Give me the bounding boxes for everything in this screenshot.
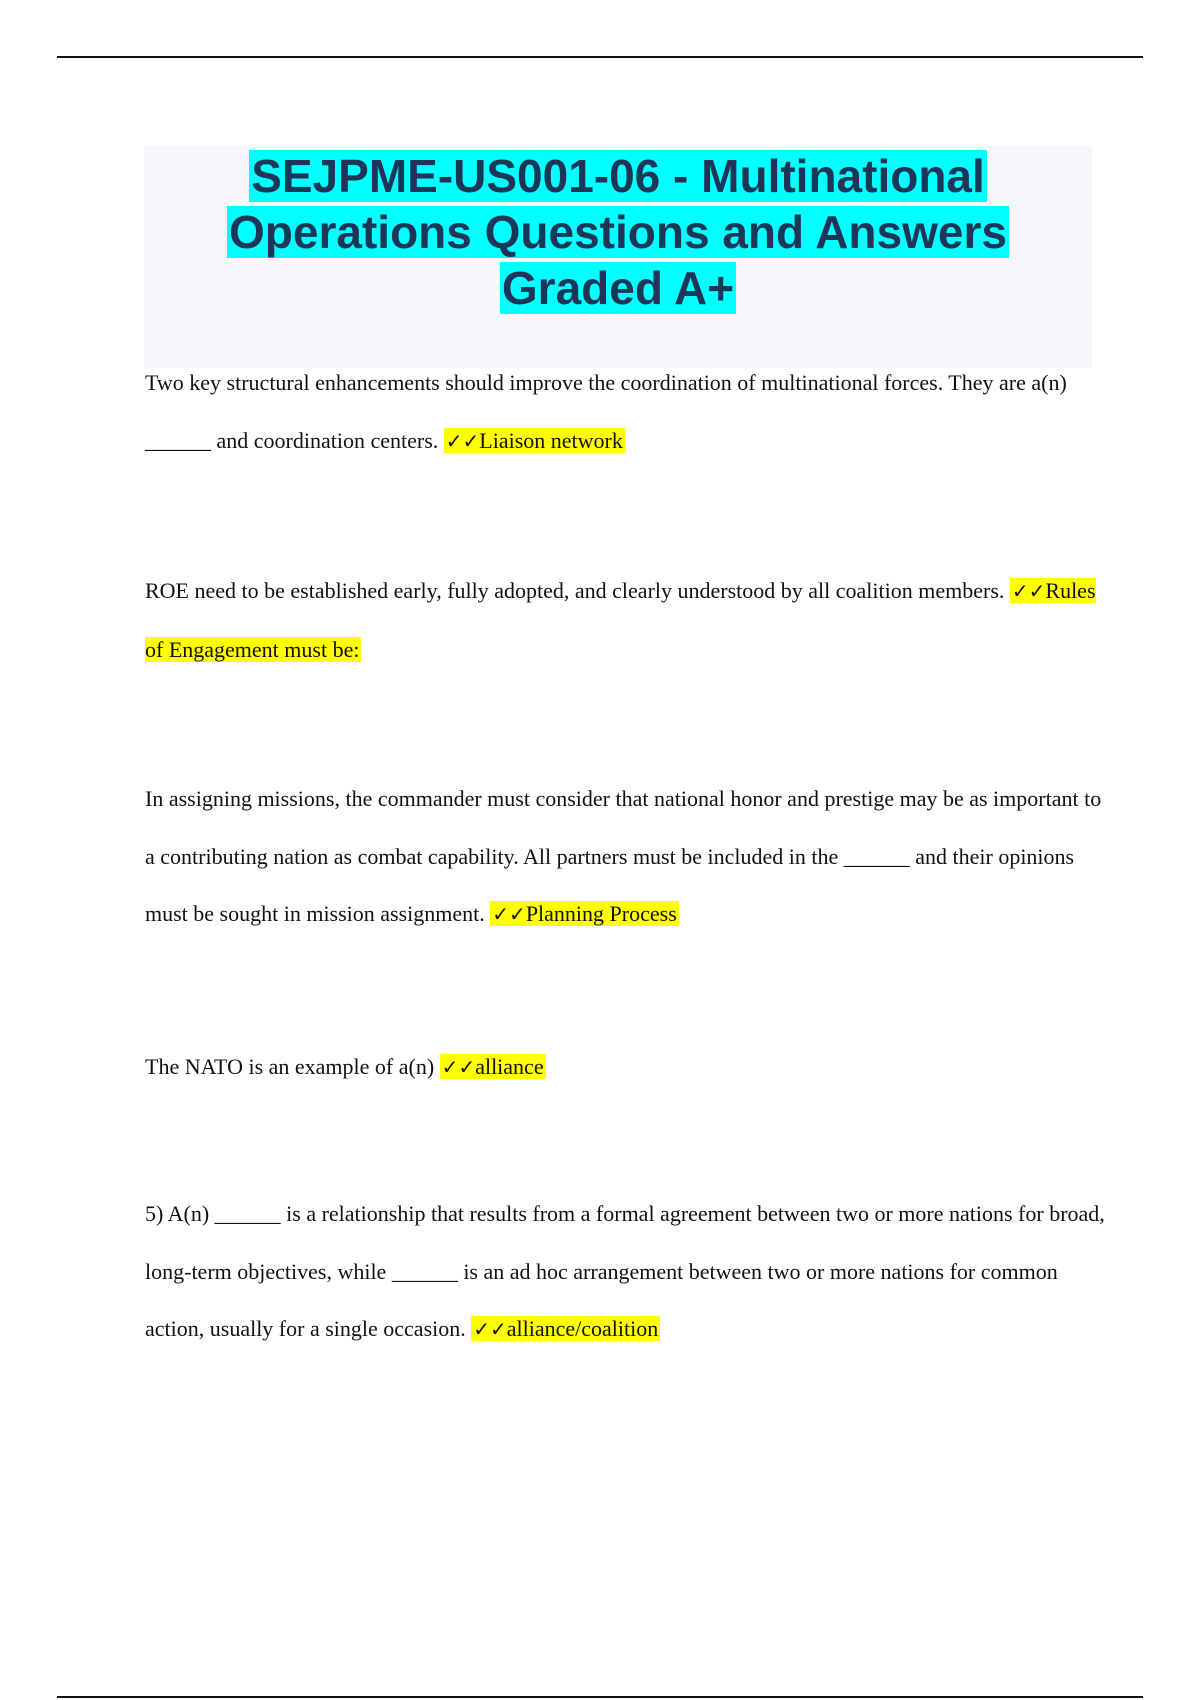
check-mark-icon: ✓✓ [492,902,526,926]
answer-highlight [490,901,678,926]
document-title-text: SEJPME-US001-06 - Multinational Operations Questions and Answers Graded A+ [229,150,1007,314]
question-text: Two key structural enhancements should improve the coordination of multinational forces. They are a(n) ______ and coordination centers. [145,370,1067,453]
answer-text: Rules of Engagement must be: [145,578,1096,662]
answer-text: Planning Process [525,901,677,926]
check-mark-icon: ✓✓ [1011,579,1046,603]
bottom-rule [57,1696,1143,1698]
question-text: In assigning missions, the commander must consider that national honor and prestige may be as important to a contributing nation as combat capability. All partners must be included in the ______ and their opinions must be sought in mission assignment. [145,786,1102,926]
question-text: The NATO is an example of a(n) [145,1054,435,1079]
qa-item-1 [145,354,1105,470]
answer-text: alliance [475,1054,544,1079]
qa-item-2 [145,562,1105,678]
qa-item-4 [145,1038,1105,1097]
answer-highlight [444,428,625,453]
title-block [144,146,1092,368]
check-mark-icon: ✓✓ [445,428,480,453]
top-rule [57,56,1143,58]
answer-text: Liaison network [479,427,623,453]
check-mark-icon: ✓✓ [473,1317,507,1341]
answer-text: alliance/coalition [506,1316,659,1341]
qa-item-5 [145,1185,1105,1359]
qa-item-3 [145,770,1105,944]
question-text: 5) A(n) ______ is a relationship that results from a formal agreement between two or more nations for broad, long-term objectives, while ______ is an ad hoc arrangement between two or more nations for common action, usually for a single occasion. [145,1201,1105,1341]
answer-highlight [440,1054,546,1079]
question-text: ROE need to be established early, fully adopted, and clearly understood by all coalition members. [145,578,1005,603]
document-title [144,146,1092,316]
answer-highlight [471,1316,660,1341]
check-mark-icon: ✓✓ [441,1055,476,1079]
